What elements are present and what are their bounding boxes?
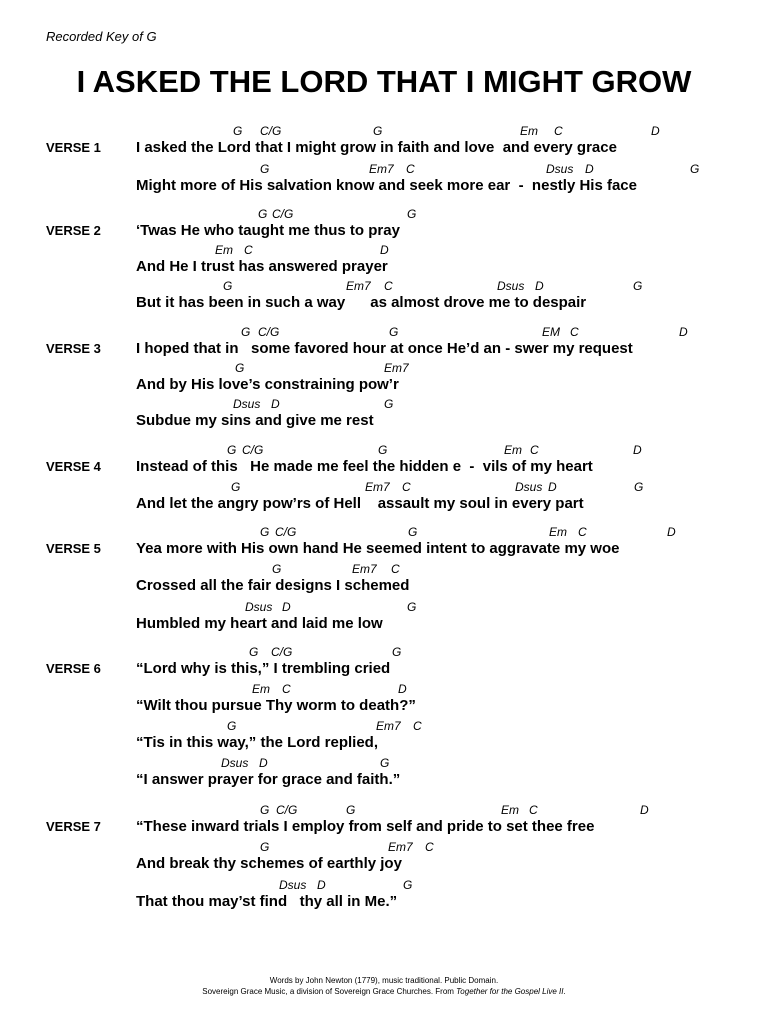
- chord-symbol: D: [271, 397, 280, 411]
- chord-symbol: C: [413, 719, 422, 733]
- chord-symbol: Dsus: [245, 600, 273, 614]
- chord-symbol: C/G: [276, 803, 298, 817]
- chord-symbol: Em7: [346, 279, 371, 293]
- chord-symbol: G: [378, 443, 388, 457]
- chord-symbol: G: [634, 480, 644, 494]
- chord-symbol: G: [260, 840, 270, 854]
- chord-symbol: D: [585, 162, 594, 176]
- chord-symbol: G: [408, 525, 418, 539]
- chord-symbol: G: [249, 645, 259, 659]
- chord-symbol: D: [259, 756, 268, 770]
- album-title: Together for the Gospel Live II: [456, 987, 564, 996]
- chord-symbol: D: [317, 878, 326, 892]
- verse-label: VERSE 4: [46, 459, 101, 474]
- lyric-line: And by His love’s constraining pow’r: [136, 376, 399, 393]
- chord-symbol: C: [402, 480, 411, 494]
- chord-symbol: G: [384, 397, 394, 411]
- chord-symbol: C: [244, 243, 253, 257]
- lyric-line: Instead of this He made me feel the hidden e - vils of my heart: [136, 458, 593, 475]
- chord-symbol: C: [554, 124, 563, 138]
- chord-symbol: G: [392, 645, 402, 659]
- key-note: Recorded Key of G: [46, 29, 157, 44]
- chord-symbol: G: [403, 878, 413, 892]
- chord-symbol: G: [260, 803, 270, 817]
- footer-credits: [0, 975, 768, 997]
- lyric-line: ‘Twas He who taught me thus to pray: [136, 222, 400, 239]
- chord-symbol: G: [407, 600, 417, 614]
- chord-symbol: C: [384, 279, 393, 293]
- chord-symbol: D: [548, 480, 557, 494]
- credits-line-2: Sovereign Grace Music, a division of Sovereign Grace Churches. From Together for the Gospel Live II.: [202, 987, 566, 996]
- lyric-line: “Tis in this way,” the Lord replied,: [136, 734, 378, 751]
- verse-label: VERSE 2: [46, 223, 101, 238]
- verse-label: VERSE 6: [46, 661, 101, 676]
- chord-symbol: D: [398, 682, 407, 696]
- chord-symbol: C: [578, 525, 587, 539]
- chord-symbol: D: [535, 279, 544, 293]
- lyric-line: But it has been in such a way as almost drove me to despair: [136, 294, 587, 311]
- chord-symbol: C: [406, 162, 415, 176]
- chord-symbol: G: [227, 443, 237, 457]
- chord-symbol: Em: [504, 443, 522, 457]
- lyric-line: Humbled my heart and laid me low: [136, 615, 383, 632]
- chord-symbol: Em: [520, 124, 538, 138]
- lyric-line: “These inward trials I employ from self and pride to set thee free: [136, 818, 595, 835]
- chord-symbol: G: [231, 480, 241, 494]
- chord-symbol: C/G: [260, 124, 282, 138]
- chord-symbol: Dsus: [546, 162, 574, 176]
- song-title: I ASKED THE LORD THAT I MIGHT GROW: [76, 64, 692, 99]
- chord-symbol: Em7: [376, 719, 401, 733]
- chord-symbol: G: [260, 525, 270, 539]
- chord-symbol: G: [373, 124, 383, 138]
- chord-symbol: G: [389, 325, 399, 339]
- chord-symbol: G: [380, 756, 390, 770]
- chord-symbol: Em: [252, 682, 270, 696]
- lyric-line: And let the angry pow’rs of Hell assault my soul in every part: [136, 495, 584, 512]
- lyric-line: “Wilt thou pursue Thy worm to death?”: [136, 697, 416, 714]
- chord-symbol: D: [640, 803, 649, 817]
- lyric-line: I asked the Lord that I might grow in faith and love and every grace: [136, 139, 617, 156]
- chord-symbol: G: [241, 325, 251, 339]
- chord-symbol: Dsus: [497, 279, 525, 293]
- chord-symbol: G: [272, 562, 282, 576]
- verse-label: VERSE 1: [46, 140, 101, 155]
- lyric-line: Yea more with His own hand He seemed intent to aggravate my woe: [136, 540, 620, 557]
- chord-symbol: EM: [542, 325, 560, 339]
- chord-symbol: Em7: [388, 840, 413, 854]
- chord-symbol: Dsus: [279, 878, 307, 892]
- chord-symbol: G: [233, 124, 243, 138]
- chord-symbol: C: [530, 443, 539, 457]
- lyric-line: Might more of His salvation know and seek more ear - nestly His face: [136, 177, 637, 194]
- chord-symbol: G: [227, 719, 237, 733]
- chord-symbol: Em: [215, 243, 233, 257]
- chord-symbol: C/G: [242, 443, 264, 457]
- chord-symbol: C/G: [275, 525, 297, 539]
- chord-symbol: G: [260, 162, 270, 176]
- credits-line-1: Words by John Newton (1779), music traditional. Public Domain.: [269, 976, 499, 985]
- chord-symbol: G: [223, 279, 233, 293]
- lyric-line: Crossed all the fair designs I schemed: [136, 577, 410, 594]
- chord-symbol: C: [425, 840, 434, 854]
- chord-symbol: G: [690, 162, 700, 176]
- chord-symbol: D: [651, 124, 660, 138]
- chord-symbol: Em7: [369, 162, 394, 176]
- chord-symbol: Dsus: [233, 397, 261, 411]
- verse-label: VERSE 5: [46, 541, 101, 556]
- lyric-line: That thou may’st find thy all in Me.”: [136, 893, 398, 910]
- chord-symbol: D: [633, 443, 642, 457]
- chord-symbol: Em7: [352, 562, 377, 576]
- chord-symbol: C: [282, 682, 291, 696]
- chord-symbol: C/G: [271, 645, 293, 659]
- verse-label: VERSE 7: [46, 819, 101, 834]
- verse-label: VERSE 3: [46, 341, 101, 356]
- chord-symbol: D: [282, 600, 291, 614]
- chord-symbol: Em: [549, 525, 567, 539]
- lyric-line: And He I trust has answered prayer: [136, 258, 388, 275]
- chord-symbol: G: [346, 803, 356, 817]
- chord-symbol: D: [679, 325, 688, 339]
- chord-symbol: Em7: [365, 480, 390, 494]
- chord-symbol: C/G: [258, 325, 280, 339]
- chord-symbol: C/G: [272, 207, 294, 221]
- chord-symbol: C: [570, 325, 579, 339]
- lyric-line: “Lord why is this,” I trembling cried: [136, 660, 391, 677]
- lyric-line: Subdue my sins and give me rest: [136, 412, 374, 429]
- chord-symbol: G: [235, 361, 245, 375]
- chord-symbol: G: [258, 207, 268, 221]
- chord-symbol: Dsus: [515, 480, 543, 494]
- lyric-line: “I answer prayer for grace and faith.”: [136, 771, 401, 788]
- chord-symbol: C: [529, 803, 538, 817]
- chord-symbol: D: [380, 243, 389, 257]
- chord-symbol: Em7: [384, 361, 409, 375]
- chord-symbol: Em: [501, 803, 519, 817]
- chord-symbol: C: [391, 562, 400, 576]
- lyric-line: I hoped that in some favored hour at once He’d an - swer my request: [136, 340, 633, 357]
- chord-symbol: D: [667, 525, 676, 539]
- chord-symbol: G: [633, 279, 643, 293]
- lyric-line: And break thy schemes of earthly joy: [136, 855, 402, 872]
- chord-symbol: G: [407, 207, 417, 221]
- chord-symbol: Dsus: [221, 756, 249, 770]
